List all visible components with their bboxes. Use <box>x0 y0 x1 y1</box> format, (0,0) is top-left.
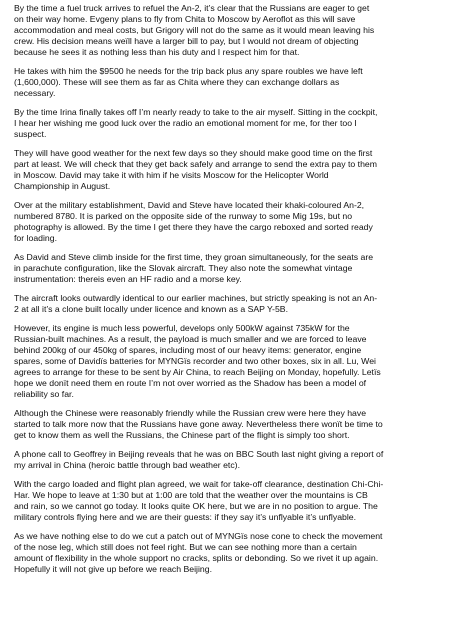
text-line: accommodation and meal costs, but Grigory will not do the same as it would mean leaving his <box>14 25 375 35</box>
paragraph-10 <box>14 449 444 471</box>
text-line: crew. His decision means weïll have a larger bill to pay, but I would not dream of objecting <box>14 36 359 46</box>
text-line: As David and Steve climb inside for the first time, they groan simultaneously, for the seats are <box>14 252 374 262</box>
text-line: Although the Chinese were reasonably friendly while the Russian crew were here they have <box>14 408 367 418</box>
text-line: spares, some of Davidïs batteries for MYNGïs recorder and two other boxes, six in all. Lu, Wei <box>14 356 376 366</box>
text-line: started to talk more now that the Russians have gone away. Nevertheless there wonït be time to <box>14 419 383 429</box>
text-line: in Moscow. David may take it with him if he visits Moscow for the Helicopter World <box>14 170 329 180</box>
text-line: instrumentation: thereis even an HF radio and a morse key. <box>14 274 242 284</box>
paragraph-11 <box>14 479 444 523</box>
paragraph-1 <box>14 3 444 58</box>
text-line: hope we donït need them en route I’m not over worried as the Shadow has been a model of <box>14 378 367 388</box>
text-line: get to know them as well the Russians, the Chinese part of the flight is simply too short. <box>14 430 350 440</box>
text-line: By the time Irina finally takes off I’m nearly ready to take to the air myself. Sitting in the cockpit, <box>14 107 378 117</box>
text-line: As we have nothing else to do we cut a patch out of MYNGïs nose cone to check the movement <box>14 531 383 541</box>
text-line: my arrival in China (heroic battle through bad weather etc). <box>14 460 240 470</box>
text-line: Championship in August. <box>14 181 111 191</box>
text-line: I hear her wishing me good luck over the radio an emotional moment for me, for ther too I <box>14 118 357 128</box>
paragraph-4 <box>14 148 444 192</box>
paragraph-3 <box>14 107 444 140</box>
text-line: in parachute configuration, like the Slovak aircraft. They also note the somewhat vintage <box>14 263 353 273</box>
text-line: Russian-built machines. As a result, the payload is much smaller and we are forced to leave <box>14 334 367 344</box>
paragraph-6 <box>14 252 444 285</box>
text-line: suspect. <box>14 129 47 139</box>
text-line: agrees to arrange for these to be sent by Air China, to reach Beijing on Monday, hopefully. Letïs <box>14 367 381 377</box>
paragraph-9 <box>14 408 444 441</box>
text-line: (1,600,000). These will see them as far as Chita where they can exchange dollars as <box>14 77 340 87</box>
text-line: They will have good weather for the next few days so they should make good time on the first <box>14 148 373 158</box>
paragraph-12 <box>14 531 444 575</box>
text-line: for loading. <box>14 233 57 243</box>
text-line: because he sees it as nothing less than his duty and I respect him for that. <box>14 47 300 57</box>
text-line: 2 at all it’s a clone built locally under licence and known as a SAP Y-5B. <box>14 304 288 314</box>
text-line: and rain, so we cannot go today. It looks quite OK here, but we are in no position to argue. The <box>14 501 378 511</box>
text-line: amount of flexibility in the whole support no cracks, splits or debonding. So we rivet it up again. <box>14 553 379 563</box>
text-line: Har. We hope to leave at 1:30 but at 1:00 are told that the weather over the mountains is CB <box>14 490 368 500</box>
paragraph-5 <box>14 200 444 244</box>
text-line: military controls flying here and we are their guests: if they say it’s unflyable it’s unflyable. <box>14 512 357 522</box>
text-line: By the time a fuel truck arrives to refuel the An-2, it’s clear that the Russians are eager to get <box>14 3 370 13</box>
text-line: of the nose leg, which still does not feel right. But we can see nothing more than a certain <box>14 542 357 552</box>
text-line: However, its engine is much less powerful, develops only 500kW against 735kW for the <box>14 323 350 333</box>
paragraph-8 <box>14 323 444 400</box>
text-line: Hopefully it will not give up before we reach Beijing. <box>14 564 212 574</box>
document-page <box>14 3 444 583</box>
text-line: A phone call to Geoffrey in Beijing reveals that he was on BBC South last night giving a report of <box>14 449 384 459</box>
text-line: necessary. <box>14 88 56 98</box>
text-line: He takes with him the $9500 he needs for the trip back plus any spare roubles we have left <box>14 66 363 76</box>
paragraph-2 <box>14 66 444 99</box>
text-line: part at least. We will check that they get back safely and arrange to send the extra pay to them <box>14 159 377 169</box>
text-line: photography is allowed. By the time I get there they have the cargo reboxed and sorted ready <box>14 222 373 232</box>
text-line: behind 200kg of our 450kg of spares, including most of our heavy items: generator, engine <box>14 345 362 355</box>
text-line: The aircraft looks outwardly identical to our earlier machines, but strictly speaking is not an An- <box>14 293 378 303</box>
text-line: reliability so far. <box>14 389 74 399</box>
text-line: on their way home. Evgeny plans to fly from Chita to Moscow by Aeroflot as this will save <box>14 14 356 24</box>
text-line: Over at the military establishment, David and Steve have located their khaki-coloured An-2, <box>14 200 365 210</box>
text-line: numbered 8780. It is parked on the opposite side of the runway to some Mig 19s, but no <box>14 211 353 221</box>
text-line: With the cargo loaded and flight plan agreed, we wait for take-off clearance, destination Chi-Chi- <box>14 479 384 489</box>
paragraph-7 <box>14 293 444 315</box>
